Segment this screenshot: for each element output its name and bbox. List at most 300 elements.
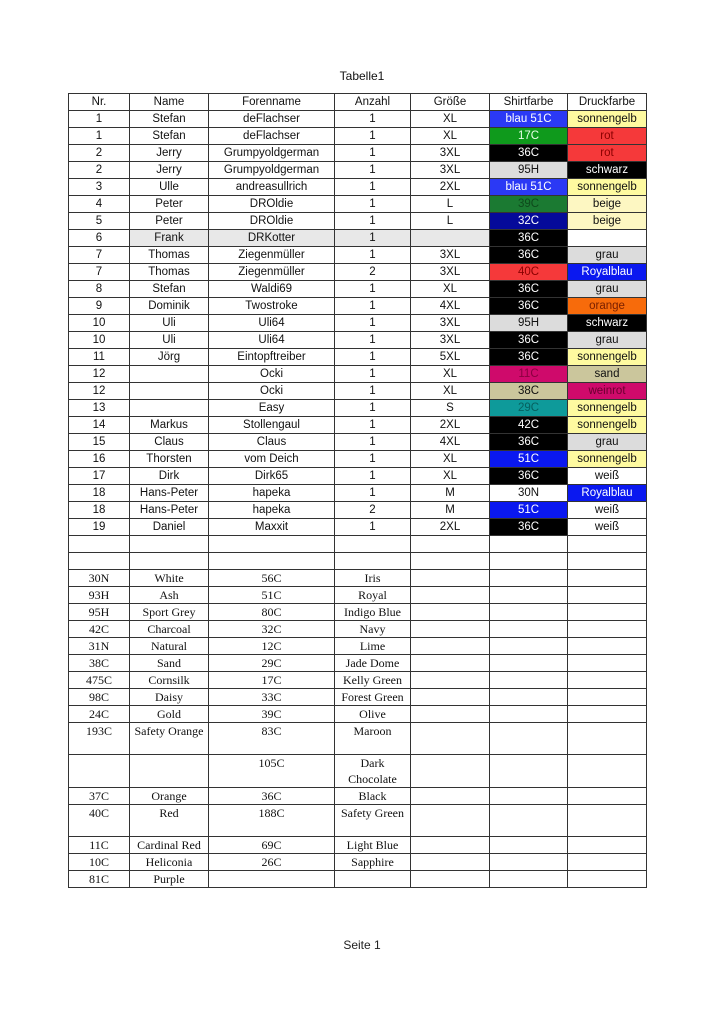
cell-shirt-color: 17C: [490, 128, 568, 145]
cell-shirt-color: 36C: [490, 468, 568, 485]
cell-size: L: [411, 213, 490, 230]
legend-row: [69, 706, 647, 723]
legend-color-name: Orange: [130, 788, 209, 805]
cell-empty: [209, 553, 335, 570]
cell-size: 2XL: [411, 519, 490, 536]
order-row: [69, 468, 647, 485]
cell-size: [411, 230, 490, 247]
cell-empty: [411, 621, 490, 638]
cell-forename: Uli64: [209, 332, 335, 349]
legend-color-name: [130, 755, 209, 788]
cell-forename: andreasullrich: [209, 179, 335, 196]
legend-row: [69, 604, 647, 621]
cell-empty: [568, 655, 647, 672]
legend-color-name: Daisy: [130, 689, 209, 706]
cell-print-color: orange: [568, 298, 647, 315]
order-row: [69, 400, 647, 417]
legend-code: 81C: [69, 871, 130, 888]
cell-empty: [568, 536, 647, 553]
cell-nr: 13: [69, 400, 130, 417]
cell-empty: [411, 788, 490, 805]
cell-shirt-color: 29C: [490, 400, 568, 417]
order-row: [69, 298, 647, 315]
legend-code: 40C: [69, 805, 130, 837]
cell-empty: [411, 871, 490, 888]
legend-color-name: White: [130, 570, 209, 587]
legend-color-name: Indigo Blue: [335, 604, 411, 621]
cell-nr: 18: [69, 502, 130, 519]
legend-row: [69, 587, 647, 604]
cell-name: Stefan: [130, 281, 209, 298]
legend-color-name: Red: [130, 805, 209, 837]
legend-color-name: Ash: [130, 587, 209, 604]
cell-nr: 15: [69, 434, 130, 451]
legend-code: 24C: [69, 706, 130, 723]
legend-code: 31N: [69, 638, 130, 655]
cell-empty: [130, 536, 209, 553]
cell-empty: [411, 570, 490, 587]
header-nr: Nr.: [69, 94, 130, 111]
cell-print-color: schwarz: [568, 315, 647, 332]
cell-print-color: weiß: [568, 502, 647, 519]
order-row: [69, 383, 647, 400]
cell-empty: [490, 672, 568, 689]
cell-quantity: 1: [335, 145, 411, 162]
cell-name: Hans-Peter: [130, 502, 209, 519]
order-row: [69, 111, 647, 128]
cell-forename: Ziegenmüller: [209, 247, 335, 264]
cell-name: [130, 366, 209, 383]
cell-shirt-color: 36C: [490, 349, 568, 366]
legend-code: 475C: [69, 672, 130, 689]
cell-forename: Stollengaul: [209, 417, 335, 434]
cell-empty: [568, 723, 647, 755]
cell-empty: [568, 621, 647, 638]
cell-nr: 3: [69, 179, 130, 196]
legend-code: 39C: [209, 706, 335, 723]
legend-code: 12C: [209, 638, 335, 655]
legend-color-name: Safety Orange: [130, 723, 209, 755]
legend-row: [69, 871, 647, 888]
cell-shirt-color: 36C: [490, 298, 568, 315]
order-row: [69, 502, 647, 519]
legend-color-name: Purple: [130, 871, 209, 888]
cell-print-color: Royalblau: [568, 264, 647, 281]
legend-color-name: Natural: [130, 638, 209, 655]
cell-quantity: 1: [335, 366, 411, 383]
cell-size: 3XL: [411, 247, 490, 264]
legend-code: 29C: [209, 655, 335, 672]
cell-quantity: 1: [335, 281, 411, 298]
cell-nr: 10: [69, 332, 130, 349]
legend-color-name: Sport Grey: [130, 604, 209, 621]
cell-print-color: rot: [568, 145, 647, 162]
cell-empty: [568, 788, 647, 805]
cell-forename: DROldie: [209, 196, 335, 213]
cell-quantity: 1: [335, 230, 411, 247]
legend-color-name: Dark Chocolate: [335, 755, 411, 788]
cell-forename: Grumpyoldgerman: [209, 145, 335, 162]
cell-forename: Twostroke: [209, 298, 335, 315]
cell-empty: [568, 587, 647, 604]
cell-print-color: weinrot: [568, 383, 647, 400]
cell-print-color: sonnengelb: [568, 417, 647, 434]
cell-print-color: grau: [568, 434, 647, 451]
cell-name: Frank: [130, 230, 209, 247]
legend-row: [69, 837, 647, 854]
cell-shirt-color: 30N: [490, 485, 568, 502]
cell-forename: Easy: [209, 400, 335, 417]
cell-empty: [335, 553, 411, 570]
cell-size: 3XL: [411, 162, 490, 179]
cell-quantity: 1: [335, 434, 411, 451]
legend-code: 83C: [209, 723, 335, 755]
order-row: [69, 349, 647, 366]
cell-size: 2XL: [411, 417, 490, 434]
cell-size: XL: [411, 366, 490, 383]
cell-empty: [411, 604, 490, 621]
cell-forename: Ocki: [209, 366, 335, 383]
order-row: [69, 366, 647, 383]
legend-color-name: Safety Green: [335, 805, 411, 837]
legend-color-name: Heliconia: [130, 854, 209, 871]
legend-color-name: Sand: [130, 655, 209, 672]
cell-shirt-color: 32C: [490, 213, 568, 230]
cell-shirt-color: 36C: [490, 281, 568, 298]
cell-empty: [490, 655, 568, 672]
legend-code: 10C: [69, 854, 130, 871]
legend-color-name: [335, 871, 411, 888]
legend-row: [69, 621, 647, 638]
cell-shirt-color: 39C: [490, 196, 568, 213]
cell-empty: [490, 805, 568, 837]
cell-shirt-color: 42C: [490, 417, 568, 434]
header-size: Größe: [411, 94, 490, 111]
cell-empty: [411, 655, 490, 672]
cell-print-color: weiß: [568, 519, 647, 536]
cell-quantity: 1: [335, 451, 411, 468]
cell-shirt-color: 95H: [490, 315, 568, 332]
cell-shirt-color: 36C: [490, 332, 568, 349]
legend-row: [69, 854, 647, 871]
order-row: [69, 264, 647, 281]
cell-name: Markus: [130, 417, 209, 434]
cell-size: XL: [411, 128, 490, 145]
cell-name: Jerry: [130, 145, 209, 162]
cell-shirt-color: 36C: [490, 519, 568, 536]
cell-nr: 16: [69, 451, 130, 468]
cell-print-color: grau: [568, 247, 647, 264]
cell-name: Claus: [130, 434, 209, 451]
cell-empty: [490, 788, 568, 805]
legend-code: 95H: [69, 604, 130, 621]
legend-code: 51C: [209, 587, 335, 604]
cell-name: Dominik: [130, 298, 209, 315]
order-row: [69, 417, 647, 434]
blank-row: [69, 553, 647, 570]
cell-empty: [490, 570, 568, 587]
cell-empty: [568, 570, 647, 587]
cell-empty: [411, 553, 490, 570]
cell-size: XL: [411, 451, 490, 468]
cell-nr: 2: [69, 145, 130, 162]
legend-color-name: Sapphire: [335, 854, 411, 871]
legend-color-name: Royal: [335, 587, 411, 604]
cell-print-color: grau: [568, 332, 647, 349]
cell-name: Uli: [130, 315, 209, 332]
cell-size: L: [411, 196, 490, 213]
legend-color-name: Gold: [130, 706, 209, 723]
cell-size: M: [411, 502, 490, 519]
cell-forename: hapeka: [209, 502, 335, 519]
cell-size: M: [411, 485, 490, 502]
cell-forename: DRKotter: [209, 230, 335, 247]
cell-print-color: sonnengelb: [568, 179, 647, 196]
legend-color-name: Cardinal Red: [130, 837, 209, 854]
cell-empty: [209, 536, 335, 553]
cell-quantity: 1: [335, 400, 411, 417]
cell-empty: [568, 837, 647, 854]
legend-color-name: Lime: [335, 638, 411, 655]
cell-shirt-color: 51C: [490, 451, 568, 468]
cell-empty: [411, 638, 490, 655]
cell-nr: 19: [69, 519, 130, 536]
legend-code: 32C: [209, 621, 335, 638]
cell-shirt-color: 36C: [490, 434, 568, 451]
legend-row: [69, 755, 647, 788]
header-forename: Forenname: [209, 94, 335, 111]
cell-forename: Dirk65: [209, 468, 335, 485]
cell-name: Thorsten: [130, 451, 209, 468]
cell-nr: 10: [69, 315, 130, 332]
cell-nr: 7: [69, 264, 130, 281]
header-row: [69, 94, 647, 111]
legend-color-name: Light Blue: [335, 837, 411, 854]
cell-print-color: beige: [568, 196, 647, 213]
cell-nr: 12: [69, 366, 130, 383]
cell-empty: [490, 604, 568, 621]
cell-shirt-color: 40C: [490, 264, 568, 281]
cell-size: 3XL: [411, 332, 490, 349]
legend-row: [69, 672, 647, 689]
cell-name: [130, 383, 209, 400]
cell-forename: deFlachser: [209, 128, 335, 145]
cell-forename: hapeka: [209, 485, 335, 502]
legend-row: [69, 788, 647, 805]
cell-name: [130, 400, 209, 417]
cell-print-color: sonnengelb: [568, 451, 647, 468]
cell-empty: [490, 706, 568, 723]
cell-name: Jerry: [130, 162, 209, 179]
legend-color-name: Iris: [335, 570, 411, 587]
legend-code: [209, 871, 335, 888]
cell-size: 3XL: [411, 145, 490, 162]
cell-forename: Eintopftreiber: [209, 349, 335, 366]
legend-code: 37C: [69, 788, 130, 805]
legend-row: [69, 570, 647, 587]
cell-shirt-color: 95H: [490, 162, 568, 179]
cell-forename: Grumpyoldgerman: [209, 162, 335, 179]
legend-code: 105C: [209, 755, 335, 788]
cell-print-color: sonnengelb: [568, 111, 647, 128]
legend-code: 69C: [209, 837, 335, 854]
header-print-color: Druckfarbe: [568, 94, 647, 111]
cell-shirt-color: blau 51C: [490, 179, 568, 196]
cell-nr: 1: [69, 128, 130, 145]
blank-row: [69, 536, 647, 553]
cell-print-color: sand: [568, 366, 647, 383]
legend-row: [69, 638, 647, 655]
cell-nr: 11: [69, 349, 130, 366]
legend-row: [69, 805, 647, 837]
legend-code: 26C: [209, 854, 335, 871]
legend-code: 38C: [69, 655, 130, 672]
legend-color-name: Charcoal: [130, 621, 209, 638]
legend-code: 30N: [69, 570, 130, 587]
cell-size: XL: [411, 111, 490, 128]
table-body: [69, 94, 647, 888]
order-row: [69, 332, 647, 349]
cell-quantity: 1: [335, 213, 411, 230]
legend-code: 98C: [69, 689, 130, 706]
legend-code: 56C: [209, 570, 335, 587]
cell-size: 2XL: [411, 179, 490, 196]
legend-row: [69, 723, 647, 755]
order-row: [69, 485, 647, 502]
cell-empty: [490, 871, 568, 888]
cell-empty: [568, 805, 647, 837]
cell-size: S: [411, 400, 490, 417]
cell-empty: [411, 706, 490, 723]
cell-empty: [490, 638, 568, 655]
cell-empty: [568, 689, 647, 706]
legend-color-name: Forest Green: [335, 689, 411, 706]
cell-name: Daniel: [130, 519, 209, 536]
cell-empty: [411, 689, 490, 706]
cell-nr: 5: [69, 213, 130, 230]
order-row: [69, 451, 647, 468]
cell-name: Ulle: [130, 179, 209, 196]
cell-name: Jörg: [130, 349, 209, 366]
cell-quantity: 1: [335, 162, 411, 179]
cell-quantity: 1: [335, 468, 411, 485]
cell-empty: [568, 755, 647, 788]
order-row: [69, 519, 647, 536]
order-row: [69, 196, 647, 213]
legend-code: 188C: [209, 805, 335, 837]
cell-empty: [490, 536, 568, 553]
order-row: [69, 434, 647, 451]
order-row: [69, 179, 647, 196]
cell-name: Stefan: [130, 128, 209, 145]
cell-empty: [411, 536, 490, 553]
cell-empty: [490, 854, 568, 871]
cell-print-color: Royalblau: [568, 485, 647, 502]
page-footer: Seite 1: [343, 938, 381, 952]
cell-quantity: 1: [335, 332, 411, 349]
cell-empty: [568, 871, 647, 888]
cell-quantity: 1: [335, 485, 411, 502]
cell-quantity: 1: [335, 519, 411, 536]
cell-empty: [130, 553, 209, 570]
order-row: [69, 213, 647, 230]
cell-quantity: 1: [335, 417, 411, 434]
cell-shirt-color: 36C: [490, 247, 568, 264]
legend-color-name: Jade Dome: [335, 655, 411, 672]
cell-empty: [490, 587, 568, 604]
legend-code: 33C: [209, 689, 335, 706]
cell-empty: [411, 672, 490, 689]
cell-quantity: 1: [335, 128, 411, 145]
order-row: [69, 247, 647, 264]
cell-empty: [568, 706, 647, 723]
cell-forename: DROldie: [209, 213, 335, 230]
cell-nr: 1: [69, 111, 130, 128]
cell-empty: [490, 723, 568, 755]
order-row: [69, 281, 647, 298]
cell-name: Hans-Peter: [130, 485, 209, 502]
cell-name: Peter: [130, 213, 209, 230]
legend-color-name: Maroon: [335, 723, 411, 755]
cell-nr: 18: [69, 485, 130, 502]
cell-empty: [568, 604, 647, 621]
cell-nr: 14: [69, 417, 130, 434]
legend-color-name: Black: [335, 788, 411, 805]
cell-empty: [411, 805, 490, 837]
cell-empty: [490, 837, 568, 854]
cell-nr: 2: [69, 162, 130, 179]
legend-code: [69, 755, 130, 788]
cell-size: XL: [411, 468, 490, 485]
cell-empty: [490, 689, 568, 706]
cell-nr: 9: [69, 298, 130, 315]
cell-quantity: 2: [335, 502, 411, 519]
cell-nr: 8: [69, 281, 130, 298]
legend-code: 193C: [69, 723, 130, 755]
cell-name: Uli: [130, 332, 209, 349]
legend-row: [69, 689, 647, 706]
legend-code: 93H: [69, 587, 130, 604]
cell-nr: 7: [69, 247, 130, 264]
cell-shirt-color: 38C: [490, 383, 568, 400]
cell-print-color: [568, 230, 647, 247]
cell-shirt-color: 11C: [490, 366, 568, 383]
cell-shirt-color: 36C: [490, 230, 568, 247]
cell-shirt-color: 51C: [490, 502, 568, 519]
cell-empty: [490, 621, 568, 638]
legend-row: [69, 655, 647, 672]
cell-size: 4XL: [411, 434, 490, 451]
cell-forename: vom Deich: [209, 451, 335, 468]
legend-color-name: Olive: [335, 706, 411, 723]
cell-empty: [411, 587, 490, 604]
cell-empty: [568, 638, 647, 655]
cell-empty: [568, 854, 647, 871]
legend-code: 80C: [209, 604, 335, 621]
cell-forename: Uli64: [209, 315, 335, 332]
cell-nr: 4: [69, 196, 130, 213]
cell-forename: deFlachser: [209, 111, 335, 128]
cell-forename: Ocki: [209, 383, 335, 400]
cell-empty: [411, 854, 490, 871]
cell-quantity: 1: [335, 349, 411, 366]
cell-quantity: 1: [335, 383, 411, 400]
cell-empty: [69, 536, 130, 553]
cell-quantity: 1: [335, 315, 411, 332]
header-shirt-color: Shirtfarbe: [490, 94, 568, 111]
order-row: [69, 145, 647, 162]
cell-quantity: 1: [335, 179, 411, 196]
